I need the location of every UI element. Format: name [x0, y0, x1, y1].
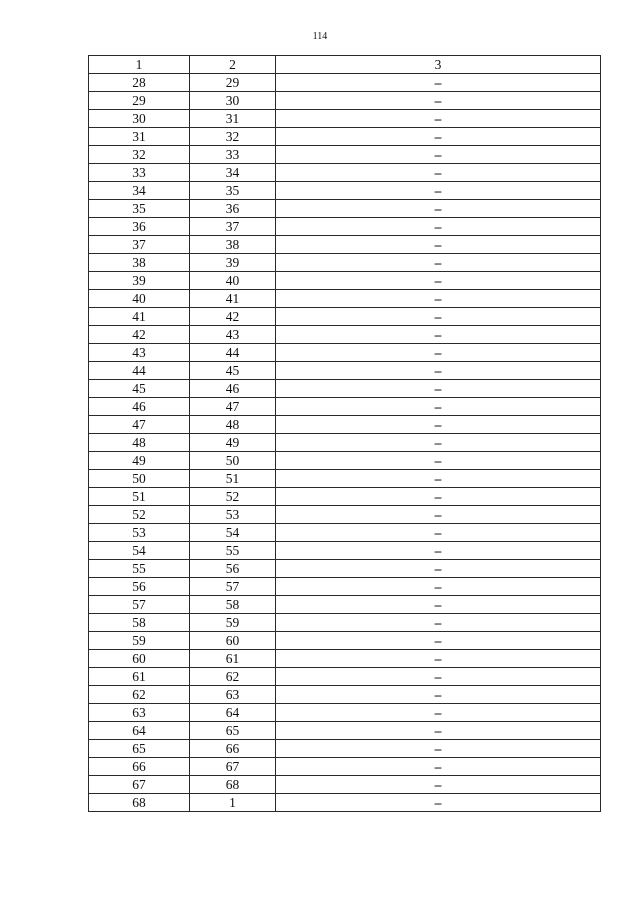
table-cell-col-3: –	[276, 560, 601, 578]
table-cell-col-3: –	[276, 686, 601, 704]
table-cell-col-3: –	[276, 434, 601, 452]
table-cell-col-1: 66	[89, 758, 190, 776]
table-cell-col-2: 47	[190, 398, 276, 416]
table-cell-col-2: 64	[190, 704, 276, 722]
table-cell-col-2: 50	[190, 452, 276, 470]
table-row	[89, 596, 601, 614]
table-cell-col-2: 34	[190, 164, 276, 182]
table-cell-col-2: 33	[190, 146, 276, 164]
table-cell-col-3: –	[276, 506, 601, 524]
table-row	[89, 722, 601, 740]
table-cell-col-3: –	[276, 362, 601, 380]
table-cell-col-2: 49	[190, 434, 276, 452]
table-row	[89, 164, 601, 182]
table-row	[89, 560, 601, 578]
table-cell-col-1: 31	[89, 128, 190, 146]
table-cell-col-2: 68	[190, 776, 276, 794]
table-row	[89, 128, 601, 146]
table-cell-col-1: 48	[89, 434, 190, 452]
table-cell-col-3: –	[276, 164, 601, 182]
table-cell-col-3: –	[276, 542, 601, 560]
header-row	[89, 56, 601, 74]
table-cell-col-3: –	[276, 452, 601, 470]
table-cell-col-1: 52	[89, 506, 190, 524]
table-cell-col-3: –	[276, 182, 601, 200]
table-cell-col-3: –	[276, 578, 601, 596]
table-row	[89, 380, 601, 398]
table-cell-col-1: 47	[89, 416, 190, 434]
column-header-1: 1	[89, 56, 190, 74]
table-row	[89, 236, 601, 254]
table-row	[89, 686, 601, 704]
table-row	[89, 416, 601, 434]
table-cell-col-1: 50	[89, 470, 190, 488]
table-cell-col-3: –	[276, 128, 601, 146]
table-cell-col-2: 40	[190, 272, 276, 290]
table-cell-col-3: –	[276, 596, 601, 614]
table-cell-col-2: 67	[190, 758, 276, 776]
table-row	[89, 110, 601, 128]
table-cell-col-2: 29	[190, 74, 276, 92]
table-row	[89, 776, 601, 794]
table-cell-col-1: 39	[89, 272, 190, 290]
table-cell-col-1: 46	[89, 398, 190, 416]
table-cell-col-2: 43	[190, 326, 276, 344]
table-row	[89, 632, 601, 650]
table-cell-col-3: –	[276, 416, 601, 434]
table-row	[89, 578, 601, 596]
table-cell-col-2: 57	[190, 578, 276, 596]
table-cell-col-1: 32	[89, 146, 190, 164]
table-cell-col-1: 51	[89, 488, 190, 506]
table-cell-col-1: 40	[89, 290, 190, 308]
table-cell-col-3: –	[276, 722, 601, 740]
table-cell-col-3: –	[276, 344, 601, 362]
table-cell-col-1: 41	[89, 308, 190, 326]
table-cell-col-1: 36	[89, 218, 190, 236]
table-cell-col-2: 48	[190, 416, 276, 434]
table-cell-col-3: –	[276, 290, 601, 308]
table-cell-col-2: 46	[190, 380, 276, 398]
table-cell-col-1: 59	[89, 632, 190, 650]
table-cell-col-1: 58	[89, 614, 190, 632]
table-cell-col-3: –	[276, 794, 601, 812]
table-cell-col-3: –	[276, 740, 601, 758]
table-cell-col-2: 51	[190, 470, 276, 488]
table-cell-col-2: 60	[190, 632, 276, 650]
table-cell-col-1: 57	[89, 596, 190, 614]
table-cell-col-3: –	[276, 758, 601, 776]
table-cell-col-3: –	[276, 488, 601, 506]
table-row	[89, 470, 601, 488]
table-cell-col-2: 37	[190, 218, 276, 236]
table-cell-col-2: 44	[190, 344, 276, 362]
table-row	[89, 668, 601, 686]
table-cell-col-2: 1	[190, 794, 276, 812]
table-cell-col-3: –	[276, 632, 601, 650]
table-cell-col-2: 63	[190, 686, 276, 704]
table-cell-col-3: –	[276, 146, 601, 164]
table-cell-col-1: 61	[89, 668, 190, 686]
table-cell-col-2: 41	[190, 290, 276, 308]
table-row	[89, 434, 601, 452]
table-row	[89, 272, 601, 290]
table-cell-col-2: 30	[190, 92, 276, 110]
table-cell-col-3: –	[276, 218, 601, 236]
table-cell-col-3: –	[276, 650, 601, 668]
table-cell-col-1: 64	[89, 722, 190, 740]
table-cell-col-3: –	[276, 74, 601, 92]
table-cell-col-2: 35	[190, 182, 276, 200]
table-cell-col-1: 37	[89, 236, 190, 254]
table-cell-col-1: 63	[89, 704, 190, 722]
table-cell-col-2: 55	[190, 542, 276, 560]
table-cell-col-1: 28	[89, 74, 190, 92]
table-row	[89, 362, 601, 380]
table-header	[89, 56, 601, 74]
table-cell-col-1: 68	[89, 794, 190, 812]
table-row	[89, 398, 601, 416]
table-cell-col-3: –	[276, 704, 601, 722]
table-cell-col-1: 44	[89, 362, 190, 380]
table-cell-col-1: 34	[89, 182, 190, 200]
table-cell-col-1: 56	[89, 578, 190, 596]
table-cell-col-2: 32	[190, 128, 276, 146]
table-row	[89, 614, 601, 632]
table-cell-col-3: –	[276, 200, 601, 218]
table-cell-col-2: 39	[190, 254, 276, 272]
table-cell-col-2: 54	[190, 524, 276, 542]
table-row	[89, 146, 601, 164]
table-cell-col-3: –	[276, 110, 601, 128]
table-row	[89, 740, 601, 758]
table-row	[89, 704, 601, 722]
table-cell-col-1: 67	[89, 776, 190, 794]
table-cell-col-3: –	[276, 326, 601, 344]
table-cell-col-3: –	[276, 668, 601, 686]
table-cell-col-3: –	[276, 380, 601, 398]
table-cell-col-2: 59	[190, 614, 276, 632]
table-row	[89, 650, 601, 668]
table-cell-col-1: 45	[89, 380, 190, 398]
table-cell-col-3: –	[276, 470, 601, 488]
table-row	[89, 524, 601, 542]
table-cell-col-2: 38	[190, 236, 276, 254]
table-cell-col-1: 49	[89, 452, 190, 470]
table-row	[89, 92, 601, 110]
table-row	[89, 254, 601, 272]
table-cell-col-3: –	[276, 92, 601, 110]
table-row	[89, 218, 601, 236]
table-row	[89, 794, 601, 812]
table-row	[89, 758, 601, 776]
table-cell-col-3: –	[276, 236, 601, 254]
table-row	[89, 506, 601, 524]
table-cell-col-1: 38	[89, 254, 190, 272]
table-cell-col-3: –	[276, 776, 601, 794]
table-row	[89, 344, 601, 362]
table-row	[89, 200, 601, 218]
table-cell-col-2: 42	[190, 308, 276, 326]
table-cell-col-1: 43	[89, 344, 190, 362]
table-cell-col-3: –	[276, 614, 601, 632]
table-row	[89, 74, 601, 92]
table-body	[89, 74, 601, 812]
table-cell-col-2: 53	[190, 506, 276, 524]
table-row	[89, 308, 601, 326]
table-row	[89, 542, 601, 560]
table-cell-col-2: 58	[190, 596, 276, 614]
table-cell-col-1: 53	[89, 524, 190, 542]
table-cell-col-1: 55	[89, 560, 190, 578]
table-cell-col-2: 45	[190, 362, 276, 380]
column-header-2: 2	[190, 56, 276, 74]
table-cell-col-3: –	[276, 398, 601, 416]
data-table	[88, 55, 601, 812]
table-cell-col-2: 61	[190, 650, 276, 668]
table-cell-col-2: 36	[190, 200, 276, 218]
table-cell-col-1: 30	[89, 110, 190, 128]
table-cell-col-3: –	[276, 524, 601, 542]
table-cell-col-3: –	[276, 254, 601, 272]
table-cell-col-2: 52	[190, 488, 276, 506]
table-row	[89, 182, 601, 200]
table-cell-col-2: 31	[190, 110, 276, 128]
table-cell-col-2: 65	[190, 722, 276, 740]
table-row	[89, 290, 601, 308]
table-cell-col-1: 62	[89, 686, 190, 704]
table-row	[89, 326, 601, 344]
table-cell-col-1: 29	[89, 92, 190, 110]
table-row	[89, 452, 601, 470]
table-row	[89, 488, 601, 506]
table-cell-col-2: 56	[190, 560, 276, 578]
table-cell-col-1: 60	[89, 650, 190, 668]
column-header-3: 3	[276, 56, 601, 74]
table-cell-col-3: –	[276, 272, 601, 290]
table-cell-col-1: 35	[89, 200, 190, 218]
table-cell-col-1: 54	[89, 542, 190, 560]
table-cell-col-1: 65	[89, 740, 190, 758]
table-cell-col-1: 42	[89, 326, 190, 344]
page-number: 114	[312, 31, 328, 42]
table-cell-col-1: 33	[89, 164, 190, 182]
table-cell-col-2: 66	[190, 740, 276, 758]
table-cell-col-3: –	[276, 308, 601, 326]
table-cell-col-2: 62	[190, 668, 276, 686]
